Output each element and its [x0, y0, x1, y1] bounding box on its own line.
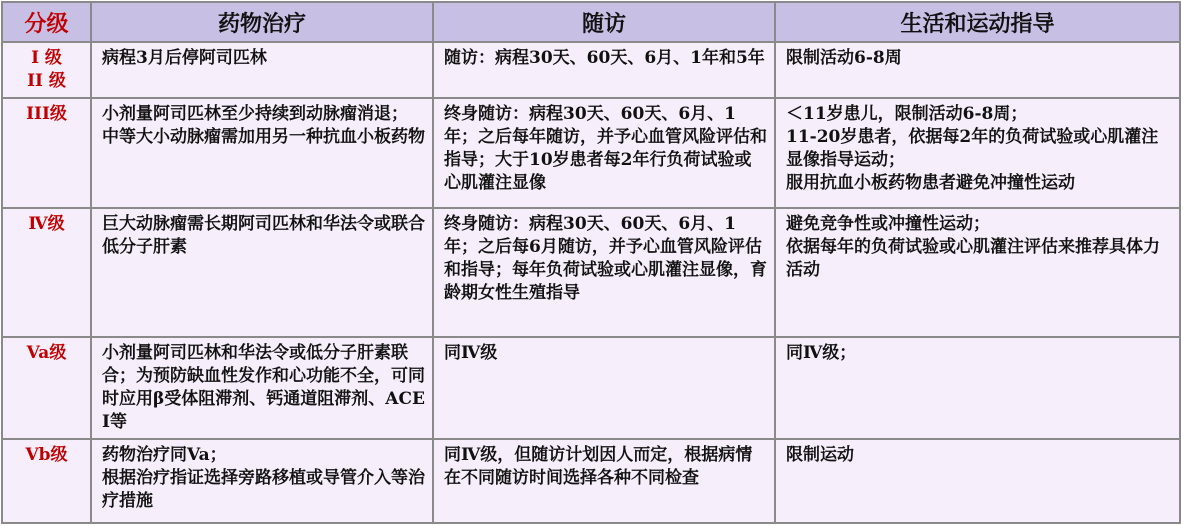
- drug-text: 中等大小动脉瘤需加用另一种抗血小板药物: [102, 127, 425, 147]
- drug-cell: [91, 42, 433, 98]
- header-lifestyle-exercise-guidance: 生活和运动指导: [775, 2, 1180, 42]
- grade-text: Va级: [26, 343, 67, 363]
- grade-text: III级: [26, 104, 67, 124]
- guidance-text: 服用抗血小板药物患者避免冲撞性运动: [786, 173, 1075, 193]
- guidance-cell: [775, 337, 1180, 439]
- header-grade: 分级: [2, 2, 91, 42]
- grade-text: Vb级: [25, 445, 68, 465]
- guidance-text: 限制活动6-8周: [786, 48, 902, 68]
- followup-text: 同Ⅳ级，但随访计划因人而定，根据病情在不同随访时间选择各种不同检查: [444, 445, 753, 488]
- drug-cell: [91, 208, 433, 337]
- guidance-cell: [775, 208, 1180, 337]
- followup-text: 终身随访：病程30天、60天、6月、1年；之后每6月随访，并予心血管风险评估和指导；每年负荷试验或心肌灌注显像，育龄期女性生殖指导: [444, 214, 767, 303]
- followup-cell: [433, 42, 775, 98]
- header-followup: 随访: [433, 2, 775, 42]
- table-row: [2, 98, 1180, 208]
- guidance-text: 避免竞争性或冲撞性运动；: [786, 214, 990, 234]
- guidance-cell: [775, 42, 1180, 98]
- grade-text: II 级: [27, 71, 66, 91]
- followup-text: 同Ⅳ级: [444, 343, 498, 363]
- drug-text: 小剂量阿司匹林至少持续到动脉瘤消退；: [102, 104, 408, 124]
- guidance-cell: [775, 439, 1180, 523]
- guidance-cell: [775, 98, 1180, 208]
- header-row: [2, 2, 1180, 42]
- drug-cell: [91, 439, 433, 523]
- grade-cell: [2, 98, 91, 208]
- guidance-text: 依据每年的负荷试验或心肌灌注评估来推荐具体力活动: [786, 237, 1160, 280]
- guidance-text: ＜11岁患儿，限制活动6-8周；: [786, 104, 1028, 124]
- drug-text: 巨大动脉瘤需长期阿司匹林和华法令或联合低分子肝素: [102, 214, 425, 257]
- grade-cell: [2, 337, 91, 439]
- followup-cell: [433, 208, 775, 337]
- drug-cell: [91, 337, 433, 439]
- guidance-text: 11-20岁患者，依据每2年的负荷试验或心肌灌注显像指导运动；: [786, 127, 1159, 170]
- table-row: [2, 42, 1180, 98]
- grade-text: Ⅳ级: [28, 214, 65, 234]
- guidance-text: 限制运动: [786, 445, 854, 465]
- drug-text: 病程3月后停阿司匹林: [102, 48, 267, 68]
- header-drug-treatment: 药物治疗: [91, 2, 433, 42]
- followup-cell: [433, 98, 775, 208]
- drug-cell: [91, 98, 433, 208]
- grade-cell: [2, 439, 91, 523]
- table-row: [2, 439, 1180, 523]
- drug-text: 小剂量阿司匹林和华法令或低分子肝素联合；为预防缺血性发作和心功能不全，可同时应用β受体阻滞剂、钙通道阻滞剂、ACEI等: [102, 343, 425, 432]
- table-row: [2, 337, 1180, 439]
- treatment-followup-table: [1, 1, 1181, 524]
- grade-text: I 级: [31, 48, 62, 68]
- grade-cell: [2, 42, 91, 98]
- grade-cell: [2, 208, 91, 337]
- followup-text: 终身随访：病程30天、60天、6月、1年；之后每年随访，并予心血管风险评估和指导；大于10岁患者每2年行负荷试验或心肌灌注显像: [444, 104, 767, 193]
- followup-cell: [433, 439, 775, 523]
- guidance-text: 同Ⅳ级；: [786, 343, 857, 363]
- table-row: [2, 208, 1180, 337]
- followup-text: 随访：病程30天、60天、6月、1年和5年: [444, 48, 765, 68]
- drug-text: 根据治疗指证选择旁路移植或导管介入等治疗措施: [102, 468, 425, 511]
- followup-cell: [433, 337, 775, 439]
- drug-text: 药物治疗同Va；: [102, 445, 227, 465]
